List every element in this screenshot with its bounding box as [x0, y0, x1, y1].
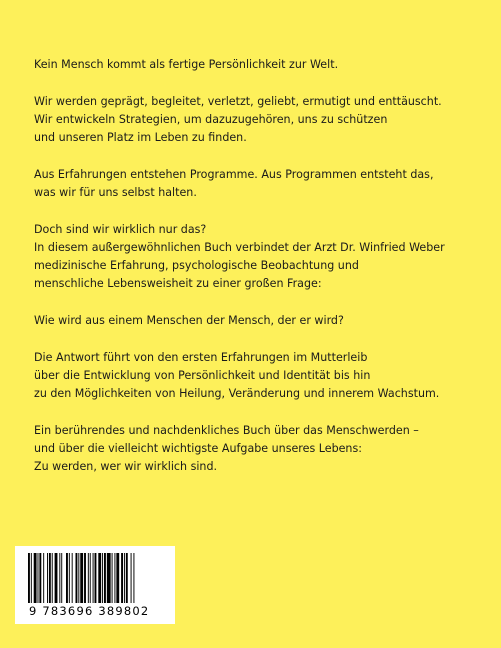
barcode-bar	[121, 553, 123, 603]
barcode-bar	[28, 553, 30, 603]
text-line: und unseren Platz im Leben zu finden.	[34, 131, 247, 144]
barcode-bar	[80, 553, 83, 603]
text-line: Die Antwort führt von den ersten Erfahrungen im Mutterleib	[34, 351, 368, 364]
paragraph-shaping	[34, 93, 474, 147]
text-line: medizinische Erfahrung, psychologische Beobachtung und	[34, 259, 359, 272]
text-line: Wie wird aus einem Menschen der Mensch, der er wird?	[34, 314, 344, 327]
paragraph-intro	[34, 56, 474, 74]
barcode-bar	[38, 553, 39, 603]
barcode-bar	[69, 553, 70, 603]
isbn-number: 9 783696 389802	[29, 604, 150, 618]
barcode-bar	[39, 553, 41, 603]
barcode-bar	[55, 553, 58, 603]
barcode-bar	[34, 553, 37, 603]
barcode-bar	[102, 553, 103, 603]
barcode-bar	[52, 553, 53, 603]
barcode-bar	[116, 553, 119, 603]
barcode-bar	[49, 553, 51, 603]
barcode-bar	[112, 553, 113, 603]
barcode-bar	[43, 553, 44, 603]
text-line: menschliche Lebensweisheit zu einer großen Frage:	[34, 277, 322, 290]
barcode-bar	[124, 553, 125, 603]
paragraph-central-question	[34, 312, 474, 330]
isbn-barcode	[15, 546, 175, 624]
barcode-bar	[84, 553, 86, 603]
barcode-bars-graphic	[28, 553, 162, 603]
text-line: Ein berührendes und nachdenkliches Buch über das Menschwerden –	[34, 424, 419, 437]
barcode-bar	[90, 553, 91, 603]
barcode-bar	[114, 553, 115, 603]
paragraph-question	[34, 221, 474, 293]
barcode-bar	[78, 553, 79, 603]
back-cover-blurb	[34, 56, 474, 495]
barcode-bar	[88, 553, 89, 603]
text-line: über die Entwicklung von Persönlichkeit und Identität bis hin	[34, 369, 371, 382]
barcode-bar	[95, 553, 97, 603]
text-line: Aus Erfahrungen entstehen Programme. Aus Programmen entsteht das,	[34, 168, 434, 181]
barcode-bar	[72, 553, 73, 603]
barcode-bar	[59, 553, 60, 603]
text-line: und über die vielleicht wichtigste Aufgabe unseres Lebens:	[34, 442, 362, 455]
barcode-bar	[76, 553, 78, 603]
text-line: Wir entwickeln Strategien, um dazuzugehören, uns zu schützen	[34, 113, 388, 126]
text-line: Kein Mensch kommt als fertige Persönlichkeit zur Welt.	[34, 58, 339, 71]
barcode-bar	[133, 553, 134, 603]
text-line: Doch sind wir wirklich nur das?	[34, 223, 207, 236]
text-line: Wir werden geprägt, begleitet, verletzt, geliebt, ermutigt und enttäuscht.	[34, 95, 442, 108]
barcode-bar	[66, 553, 68, 603]
text-line: zu den Möglichkeiten von Heilung, Veränderung und innerem Wachstum.	[34, 387, 440, 400]
paragraph-answer	[34, 349, 474, 403]
text-line: Zu werden, wer wir wirklich sind.	[34, 460, 218, 473]
barcode-bar	[61, 553, 62, 603]
barcode-bar	[126, 553, 128, 603]
barcode-bar	[47, 553, 48, 603]
barcode-bar	[98, 553, 101, 603]
barcode-bar	[31, 553, 32, 603]
barcode-bar	[107, 553, 111, 603]
paragraph-closing	[34, 422, 474, 476]
barcode-bar	[104, 553, 106, 603]
barcode-bar	[131, 553, 132, 603]
text-line: In diesem außergewöhnlichen Buch verbindet der Arzt Dr. Winfried Weber	[34, 241, 445, 254]
barcode-bar	[93, 553, 94, 603]
paragraph-programs	[34, 166, 474, 202]
text-line: was wir für uns selbst halten.	[34, 186, 197, 199]
